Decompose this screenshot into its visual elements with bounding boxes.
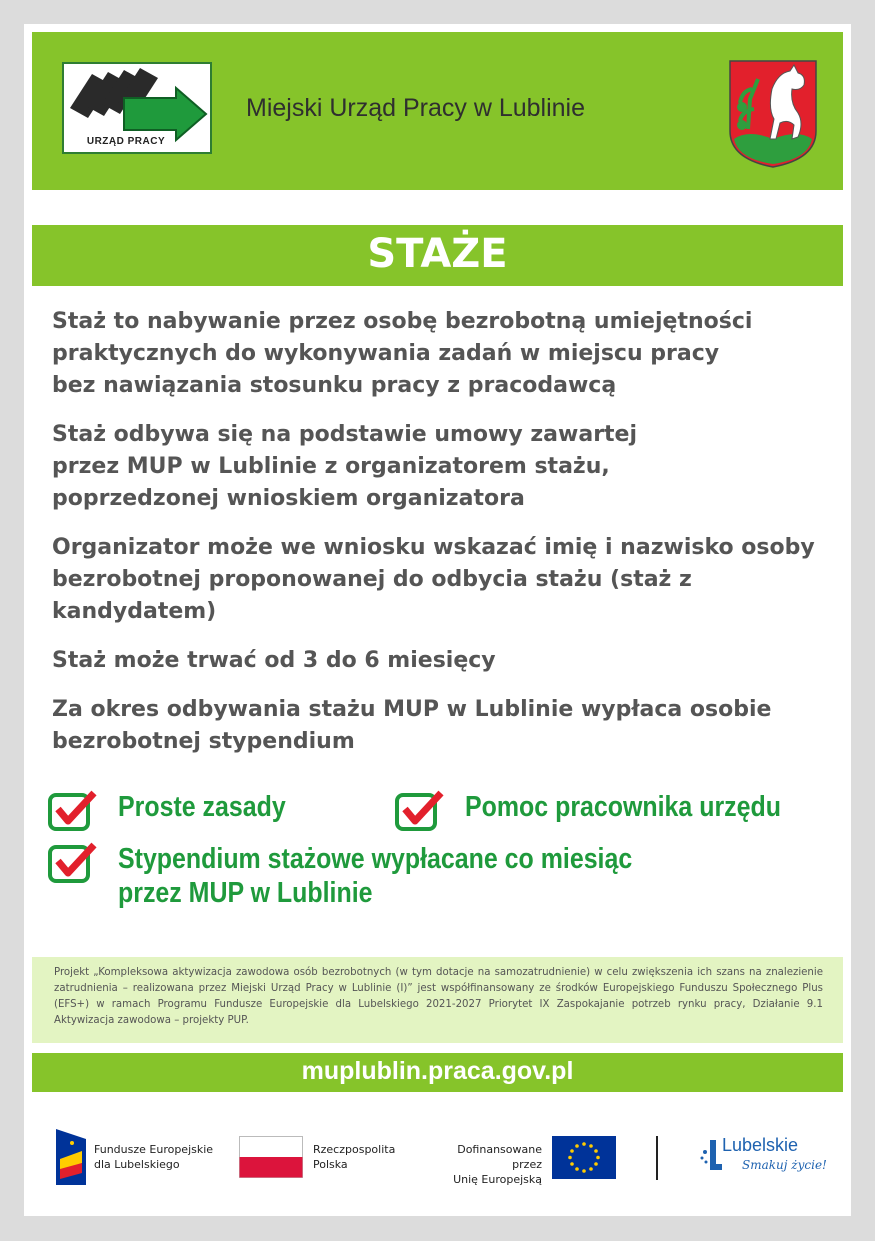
paragraph-5: Za okres odbywania stażu MUP w Lublinie wypłaca osobie bezrobotnej stypendium	[52, 697, 772, 754]
fundusze-europejskie-icon	[56, 1129, 86, 1185]
divider	[656, 1136, 658, 1180]
eu-flag-icon	[552, 1136, 616, 1179]
benefit-label: Proste zasady	[118, 791, 286, 823]
benefit-staff-help	[395, 789, 835, 829]
lubelskie-name: Lubelskie	[722, 1135, 799, 1155]
paragraph-4: Staż może trwać od 3 do 6 miesięcy	[52, 648, 496, 673]
polish-flag-icon	[239, 1136, 303, 1178]
checkmark-icon	[395, 789, 445, 833]
lubelskie-slogan: Smakuj życie!	[742, 1158, 827, 1172]
project-note: Projekt „Kompleksowa aktywizacja zawodowa osób bezrobotnych (w tym dotacje na samozatrudnienie) w celu zwiększenia ich szans na znalezienie zatrudnienia – realizowana przez Miejski Urząd Pracy w Lublinie (I)” jest współfinansowany ze środków Europejskiego Funduszu Społecznego Plus (EFS+) w ramach Programu Fundusze Europejskie dla Lubelskiego 2021-2027 Priorytet IX Zaspokajanie potrzeb rynku pracy, Działanie 9.1 Aktywizacja zawodowa – projekty PUP.	[32, 957, 843, 1043]
logo-caption: URZĄD PRACY	[86, 136, 166, 147]
footer-logos	[24, 1124, 851, 1194]
website-url[interactable]: muplublin.praca.gov.pl	[301, 1057, 574, 1085]
paragraph-1: Staż to nabywanie przez osobę bezrobotną umiejętności praktycznych do wykonywania zadań w miejscu pracy bez nawiązania stosunku pracy z pracodawcą	[52, 309, 753, 398]
benefit-label: Stypendium stażowe wypłacane co miesiąc przez MUP w Lublinie	[118, 843, 633, 909]
checkmark-icon	[48, 841, 98, 885]
rzeczpospolita-label: Rzeczpospolita Polska	[313, 1143, 396, 1171]
paragraph-2: Staż odbywa się na podstawie umowy zawartej przez MUP w Lublinie z organizatorem stażu, poprzedzonej wnioskiem organizatora	[52, 422, 638, 511]
benefit-simple-rules	[48, 789, 388, 829]
benefits-list	[48, 789, 838, 919]
page-title: STAŻE	[367, 231, 508, 277]
eu-cofunded-label: Dofinansowane przez Unię Europejską	[453, 1143, 542, 1186]
paragraph-3: Organizator może we wniosku wskazać imię i nazwisko osoby bezrobotnej proponowanej do odbycia stażu (staż z kandydatem)	[52, 535, 815, 624]
fundusze-europejskie-label: Fundusze Europejskie dla Lubelskiego	[94, 1143, 214, 1171]
urzad-pracy-logo	[62, 62, 212, 154]
url-bar	[32, 1053, 843, 1092]
office-name: Miejski Urząd Pracy w Lublinie	[246, 94, 586, 122]
lubelskie-logo-icon	[700, 1138, 722, 1172]
checkmark-icon	[48, 789, 98, 833]
poster	[24, 24, 851, 1216]
benefit-monthly-stipend	[48, 841, 808, 909]
lublin-coat-of-arms-icon	[728, 59, 818, 169]
body-text	[52, 306, 832, 775]
title-bar	[32, 225, 843, 286]
header-bar	[32, 32, 843, 190]
benefit-label: Pomoc pracownika urzędu	[465, 791, 781, 823]
